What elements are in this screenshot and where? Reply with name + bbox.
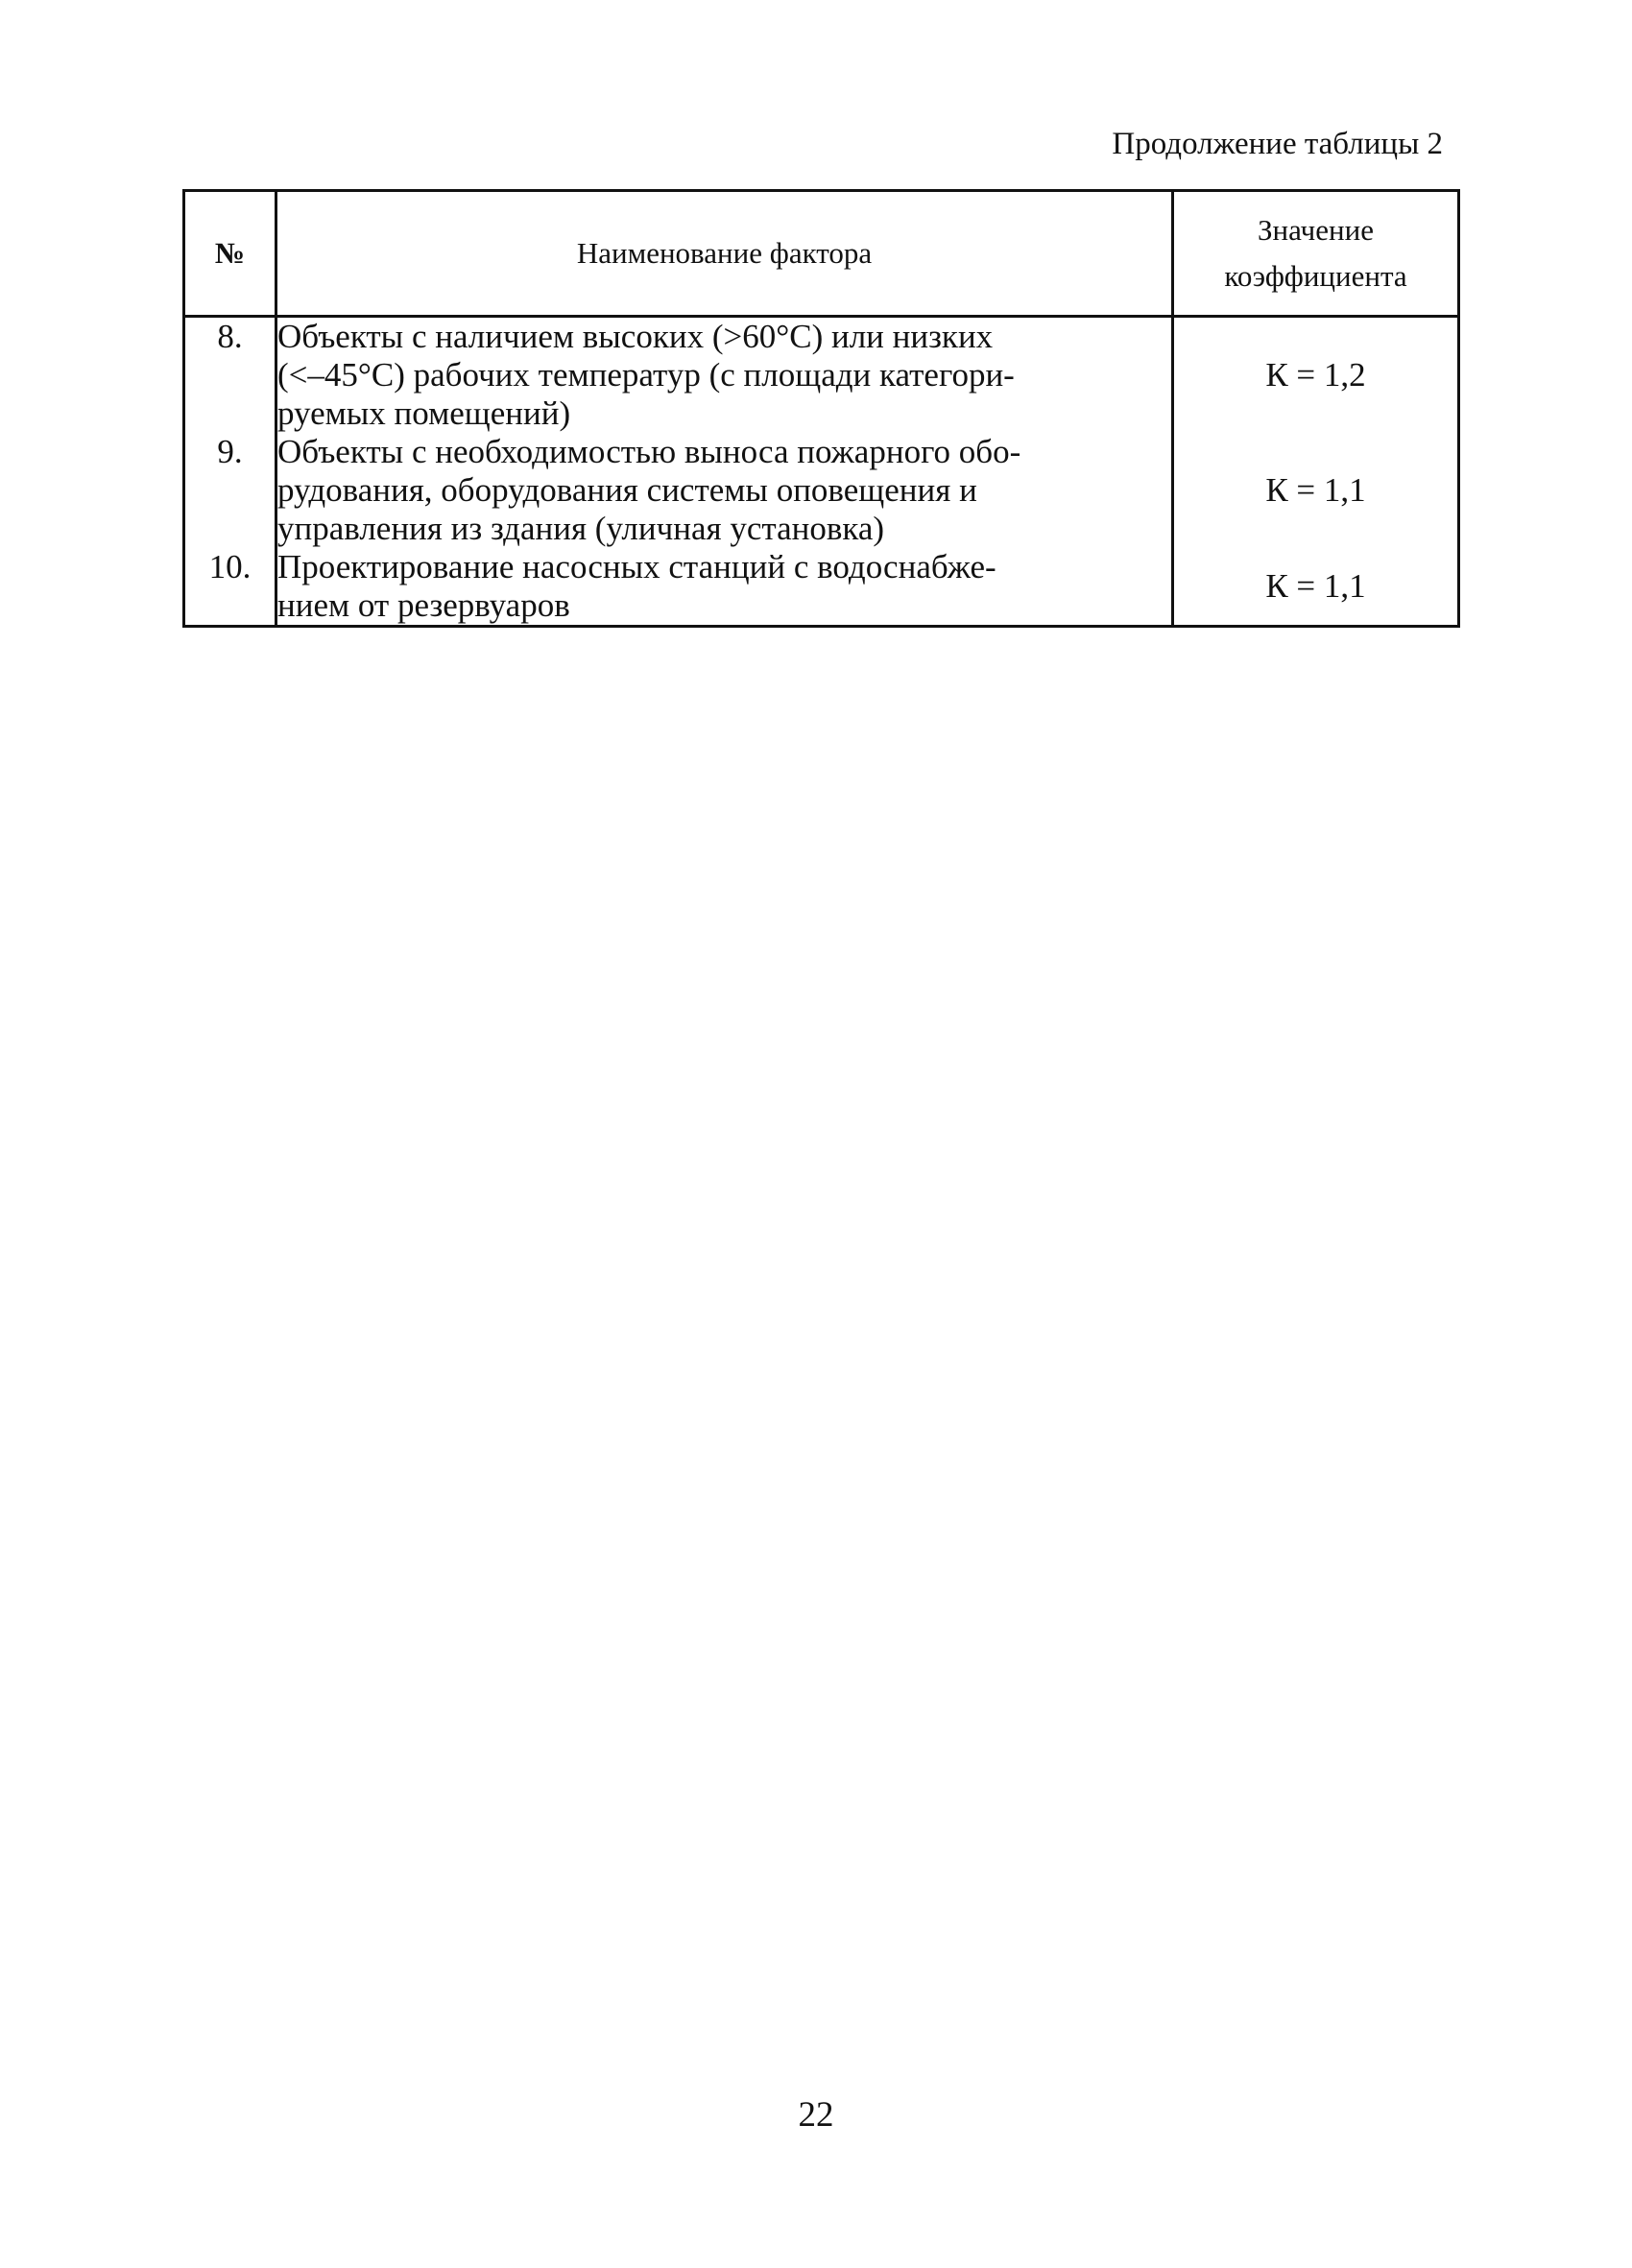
- factor-name-line: рудования, оборудования системы оповещения и: [277, 471, 977, 509]
- page-number: 22: [798, 2095, 834, 2135]
- coefficient-value: К = 1,1: [1173, 548, 1459, 627]
- coefficient-value: К = 1,2: [1173, 317, 1459, 434]
- table-header-row: [184, 191, 1459, 317]
- factor-name: [276, 317, 1173, 434]
- factors-table: [182, 189, 1460, 628]
- header-coefficient-value: [1173, 191, 1459, 317]
- factor-name-line: (<–45°С) рабочих температур (с площади категори-: [277, 356, 1015, 394]
- table-row: [184, 433, 1459, 548]
- header-number: №: [184, 191, 276, 317]
- row-number: 8.: [184, 317, 276, 434]
- table-row: [184, 548, 1459, 627]
- row-number: 10.: [184, 548, 276, 627]
- table-continuation-caption: Продолжение таблицы 2: [1112, 127, 1443, 161]
- header-value-line-2: коэффициента: [1224, 259, 1407, 293]
- header-value-line-1: Значение: [1258, 213, 1374, 247]
- coefficient-value: К = 1,1: [1173, 433, 1459, 548]
- row-number: 9.: [184, 433, 276, 548]
- header-factor-name: Наименование фактора: [276, 191, 1173, 317]
- factor-name-line: управления из здания (уличная установка): [277, 510, 885, 547]
- factor-name-line: Объекты с необходимостью выноса пожарного обо-: [277, 433, 1021, 470]
- factor-name-line: Проектирование насосных станций с водоснабже-: [277, 548, 996, 585]
- table-row: [184, 317, 1459, 434]
- factor-name-line: руемых помещений): [277, 394, 571, 432]
- factor-name-line: нием от резервуаров: [277, 586, 570, 624]
- factor-name: [276, 548, 1173, 627]
- factor-name-line: Объекты с наличием высоких (>60°С) или низких: [277, 318, 994, 355]
- factor-name: [276, 433, 1173, 548]
